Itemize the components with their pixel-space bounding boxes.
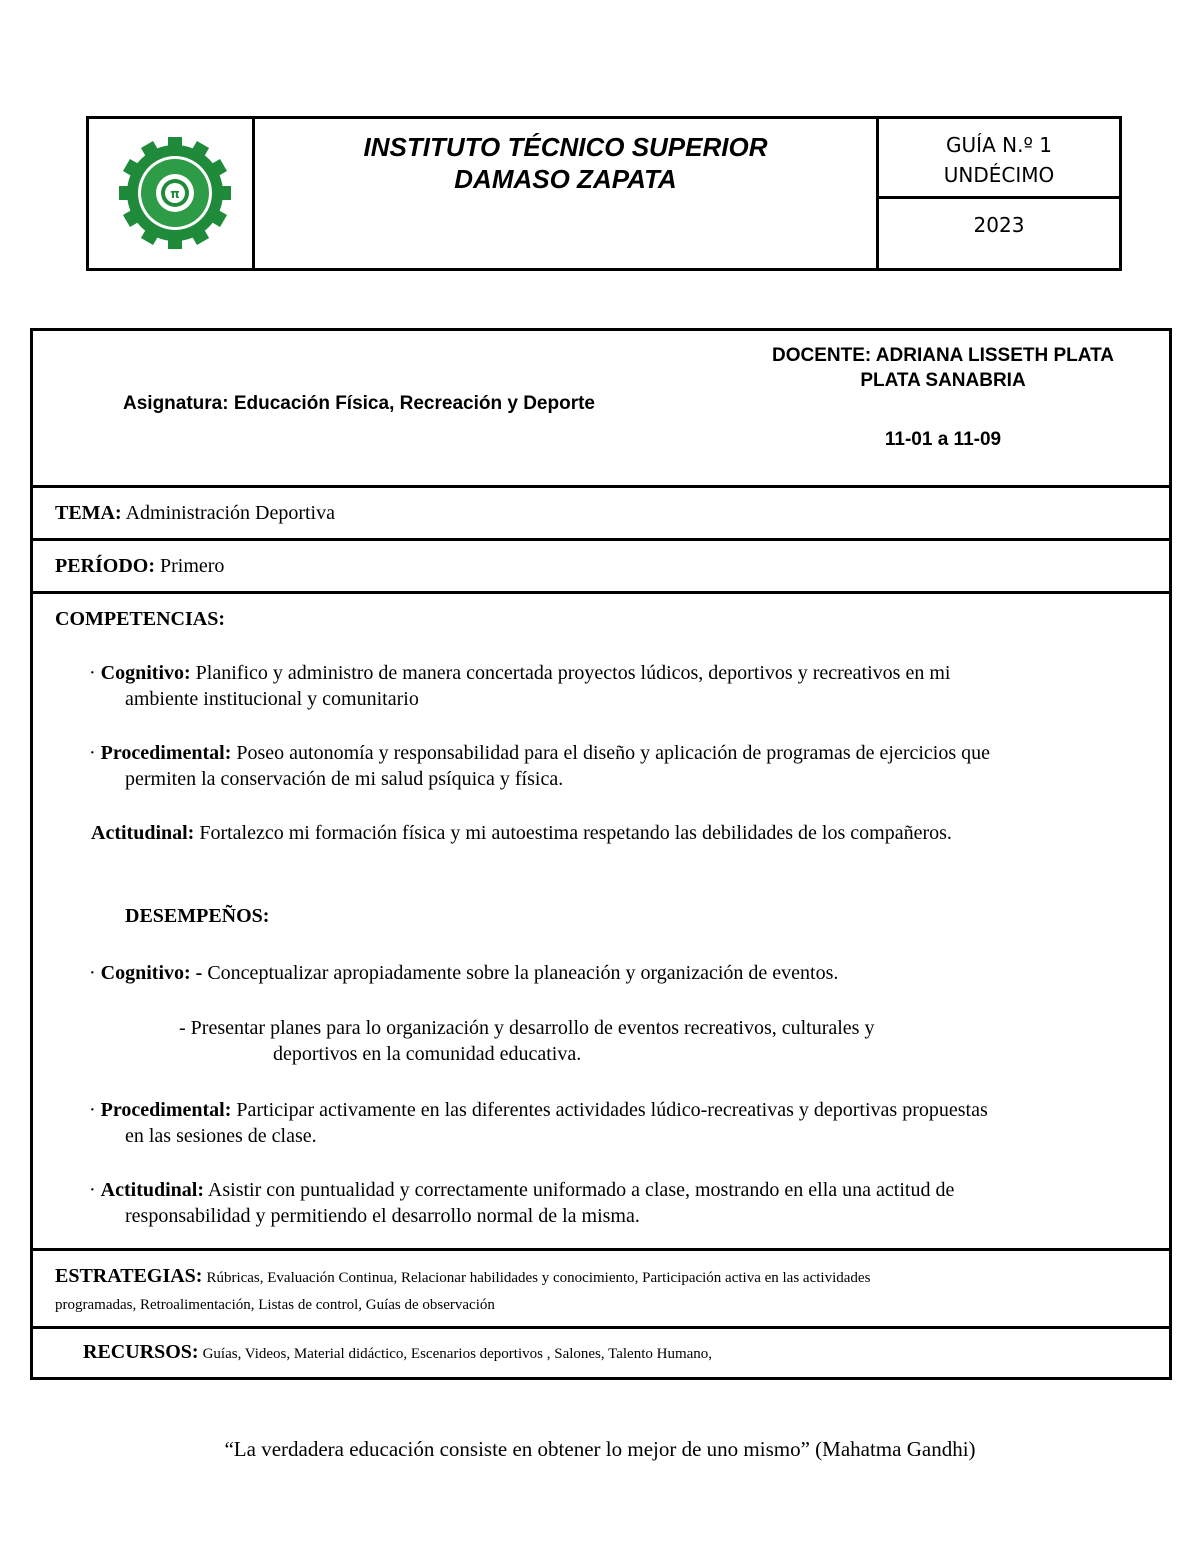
bullet: · bbox=[89, 662, 96, 684]
guide-number-cell bbox=[879, 119, 1119, 199]
header-table bbox=[86, 116, 1122, 271]
comp-actitudinal bbox=[91, 820, 952, 846]
comp-procedimental-label: Procedimental: bbox=[100, 742, 232, 764]
tema-row bbox=[33, 488, 1169, 541]
gandhi-quote: “La verdadera educación consiste en obtener lo mejor de uno mismo” (Mahatma Gandhi) bbox=[224, 1437, 976, 1461]
guide-info-cell bbox=[879, 119, 1119, 268]
recursos-value: Guías, Videos, Material didáctico, Escenarios deportivos , Salones, Talento Humano, bbox=[202, 1346, 713, 1362]
teacher-line2: PLATA SANABRIA bbox=[860, 370, 1026, 391]
periodo-label: PERÍODO: bbox=[55, 555, 155, 577]
tema-label: TEMA: bbox=[55, 502, 122, 524]
recursos-label: RECURSOS: bbox=[83, 1341, 199, 1363]
estrategias-label: ESTRATEGIAS: bbox=[55, 1265, 203, 1287]
bullet: · bbox=[89, 1099, 96, 1121]
info-row bbox=[33, 331, 1169, 488]
estrategias-text-line2: programadas, Retroalimentación, Listas de control, Guías de observación bbox=[55, 1297, 495, 1313]
logo-cell bbox=[89, 119, 255, 268]
grade-level: UNDÉCIMO bbox=[943, 163, 1055, 187]
guide-number: GUÍA N.º 1 bbox=[946, 133, 1052, 157]
recursos-row bbox=[33, 1329, 1169, 1377]
bullet: · bbox=[89, 1179, 96, 1201]
comp-cognitivo-line1: Planifico y administro de manera concertada proyectos lúdicos, deportivos y recreativos en mi bbox=[195, 662, 951, 684]
comp-cognitivo-label: Cognitivo: bbox=[100, 662, 191, 684]
des-cognitivo2-line2: deportivos en la comunidad educativa. bbox=[273, 1043, 582, 1065]
institute-name-line2: DAMASO ZAPATA bbox=[454, 164, 677, 194]
teacher-line1: DOCENTE: ADRIANA LISSETH PLATA bbox=[772, 345, 1114, 366]
bullet: · bbox=[89, 962, 96, 984]
competencias-row bbox=[33, 594, 1169, 1251]
estrategias-row bbox=[33, 1251, 1169, 1329]
competencias-heading bbox=[55, 606, 225, 632]
des-procedimental-line2: en las sesiones de clase. bbox=[125, 1125, 317, 1147]
periodo-row bbox=[33, 541, 1169, 594]
des-actitudinal-line1: Asistir con puntualidad y correctamente uniformado a clase, mostrando en ella una actitud de bbox=[207, 1179, 955, 1201]
comp-actitudinal-text: Fortalezco mi formación física y mi autoestima respetando las debilidades de los compañeros. bbox=[199, 822, 952, 844]
main-table bbox=[30, 328, 1172, 1380]
tema bbox=[55, 500, 335, 526]
des-cognitivo-label: Cognitivo: - bbox=[100, 962, 203, 984]
des-procedimental-line1: Participar activamente en las diferentes actividades lúdico-recreativas y deportivas propuestas bbox=[236, 1099, 988, 1121]
teacher bbox=[733, 343, 1153, 393]
year-cell bbox=[879, 199, 1119, 268]
periodo bbox=[55, 553, 224, 579]
des-cognitivo bbox=[89, 960, 838, 986]
comp-cognitivo bbox=[89, 660, 950, 686]
year: 2023 bbox=[973, 213, 1025, 237]
groups: 11-01 a 11-09 bbox=[884, 429, 1002, 450]
periodo-value: Primero bbox=[160, 555, 225, 577]
bullet: · bbox=[89, 742, 96, 764]
tema-value: Administración Deportiva bbox=[125, 502, 335, 524]
institute-name-line1: INSTITUTO TÉCNICO SUPERIOR bbox=[363, 132, 768, 162]
estrategias-text-line1: Rúbricas, Evaluación Continua, Relacionar habilidades y conocimiento, Participación activa en las actividades bbox=[206, 1270, 871, 1286]
comp-procedimental bbox=[89, 740, 990, 766]
institute-name-cell bbox=[255, 119, 879, 268]
institute-gear-seal-icon bbox=[89, 119, 255, 268]
comp-actitudinal-label: Actitudinal: bbox=[91, 822, 195, 844]
des-actitudinal-line2: responsabilidad y permitiendo el desarrollo normal de la misma. bbox=[125, 1205, 640, 1227]
competencias-heading-text: COMPETENCIAS: bbox=[55, 608, 226, 630]
des-procedimental-label: Procedimental: bbox=[100, 1099, 232, 1121]
estrategias-line1 bbox=[55, 1263, 870, 1289]
svg-text:π: π bbox=[170, 187, 180, 201]
subject: Asignatura: Educación Física, Recreación y Deporte bbox=[123, 393, 595, 414]
des-actitudinal-label: Actitudinal: bbox=[100, 1179, 205, 1201]
des-procedimental bbox=[89, 1097, 988, 1123]
des-cognitivo-text: Conceptualizar apropiadamente sobre la planeación y organización de eventos. bbox=[207, 962, 839, 984]
comp-cognitivo-line2: ambiente institucional y comunitario bbox=[125, 688, 419, 710]
des-actitudinal bbox=[89, 1177, 954, 1203]
comp-procedimental-line2: permiten la conservación de mi salud psíquica y física. bbox=[125, 768, 564, 790]
desempenos-heading bbox=[125, 903, 269, 929]
des-cognitivo2-line1: - Presentar planes para lo organización y desarrollo de eventos recreativos, culturales y bbox=[179, 1017, 875, 1039]
desempenos-heading-text: DESEMPEÑOS: bbox=[125, 905, 270, 927]
recursos bbox=[83, 1339, 712, 1365]
comp-procedimental-line1: Poseo autonomía y responsabilidad para el diseño y aplicación de programas de ejercicios que bbox=[236, 742, 991, 764]
